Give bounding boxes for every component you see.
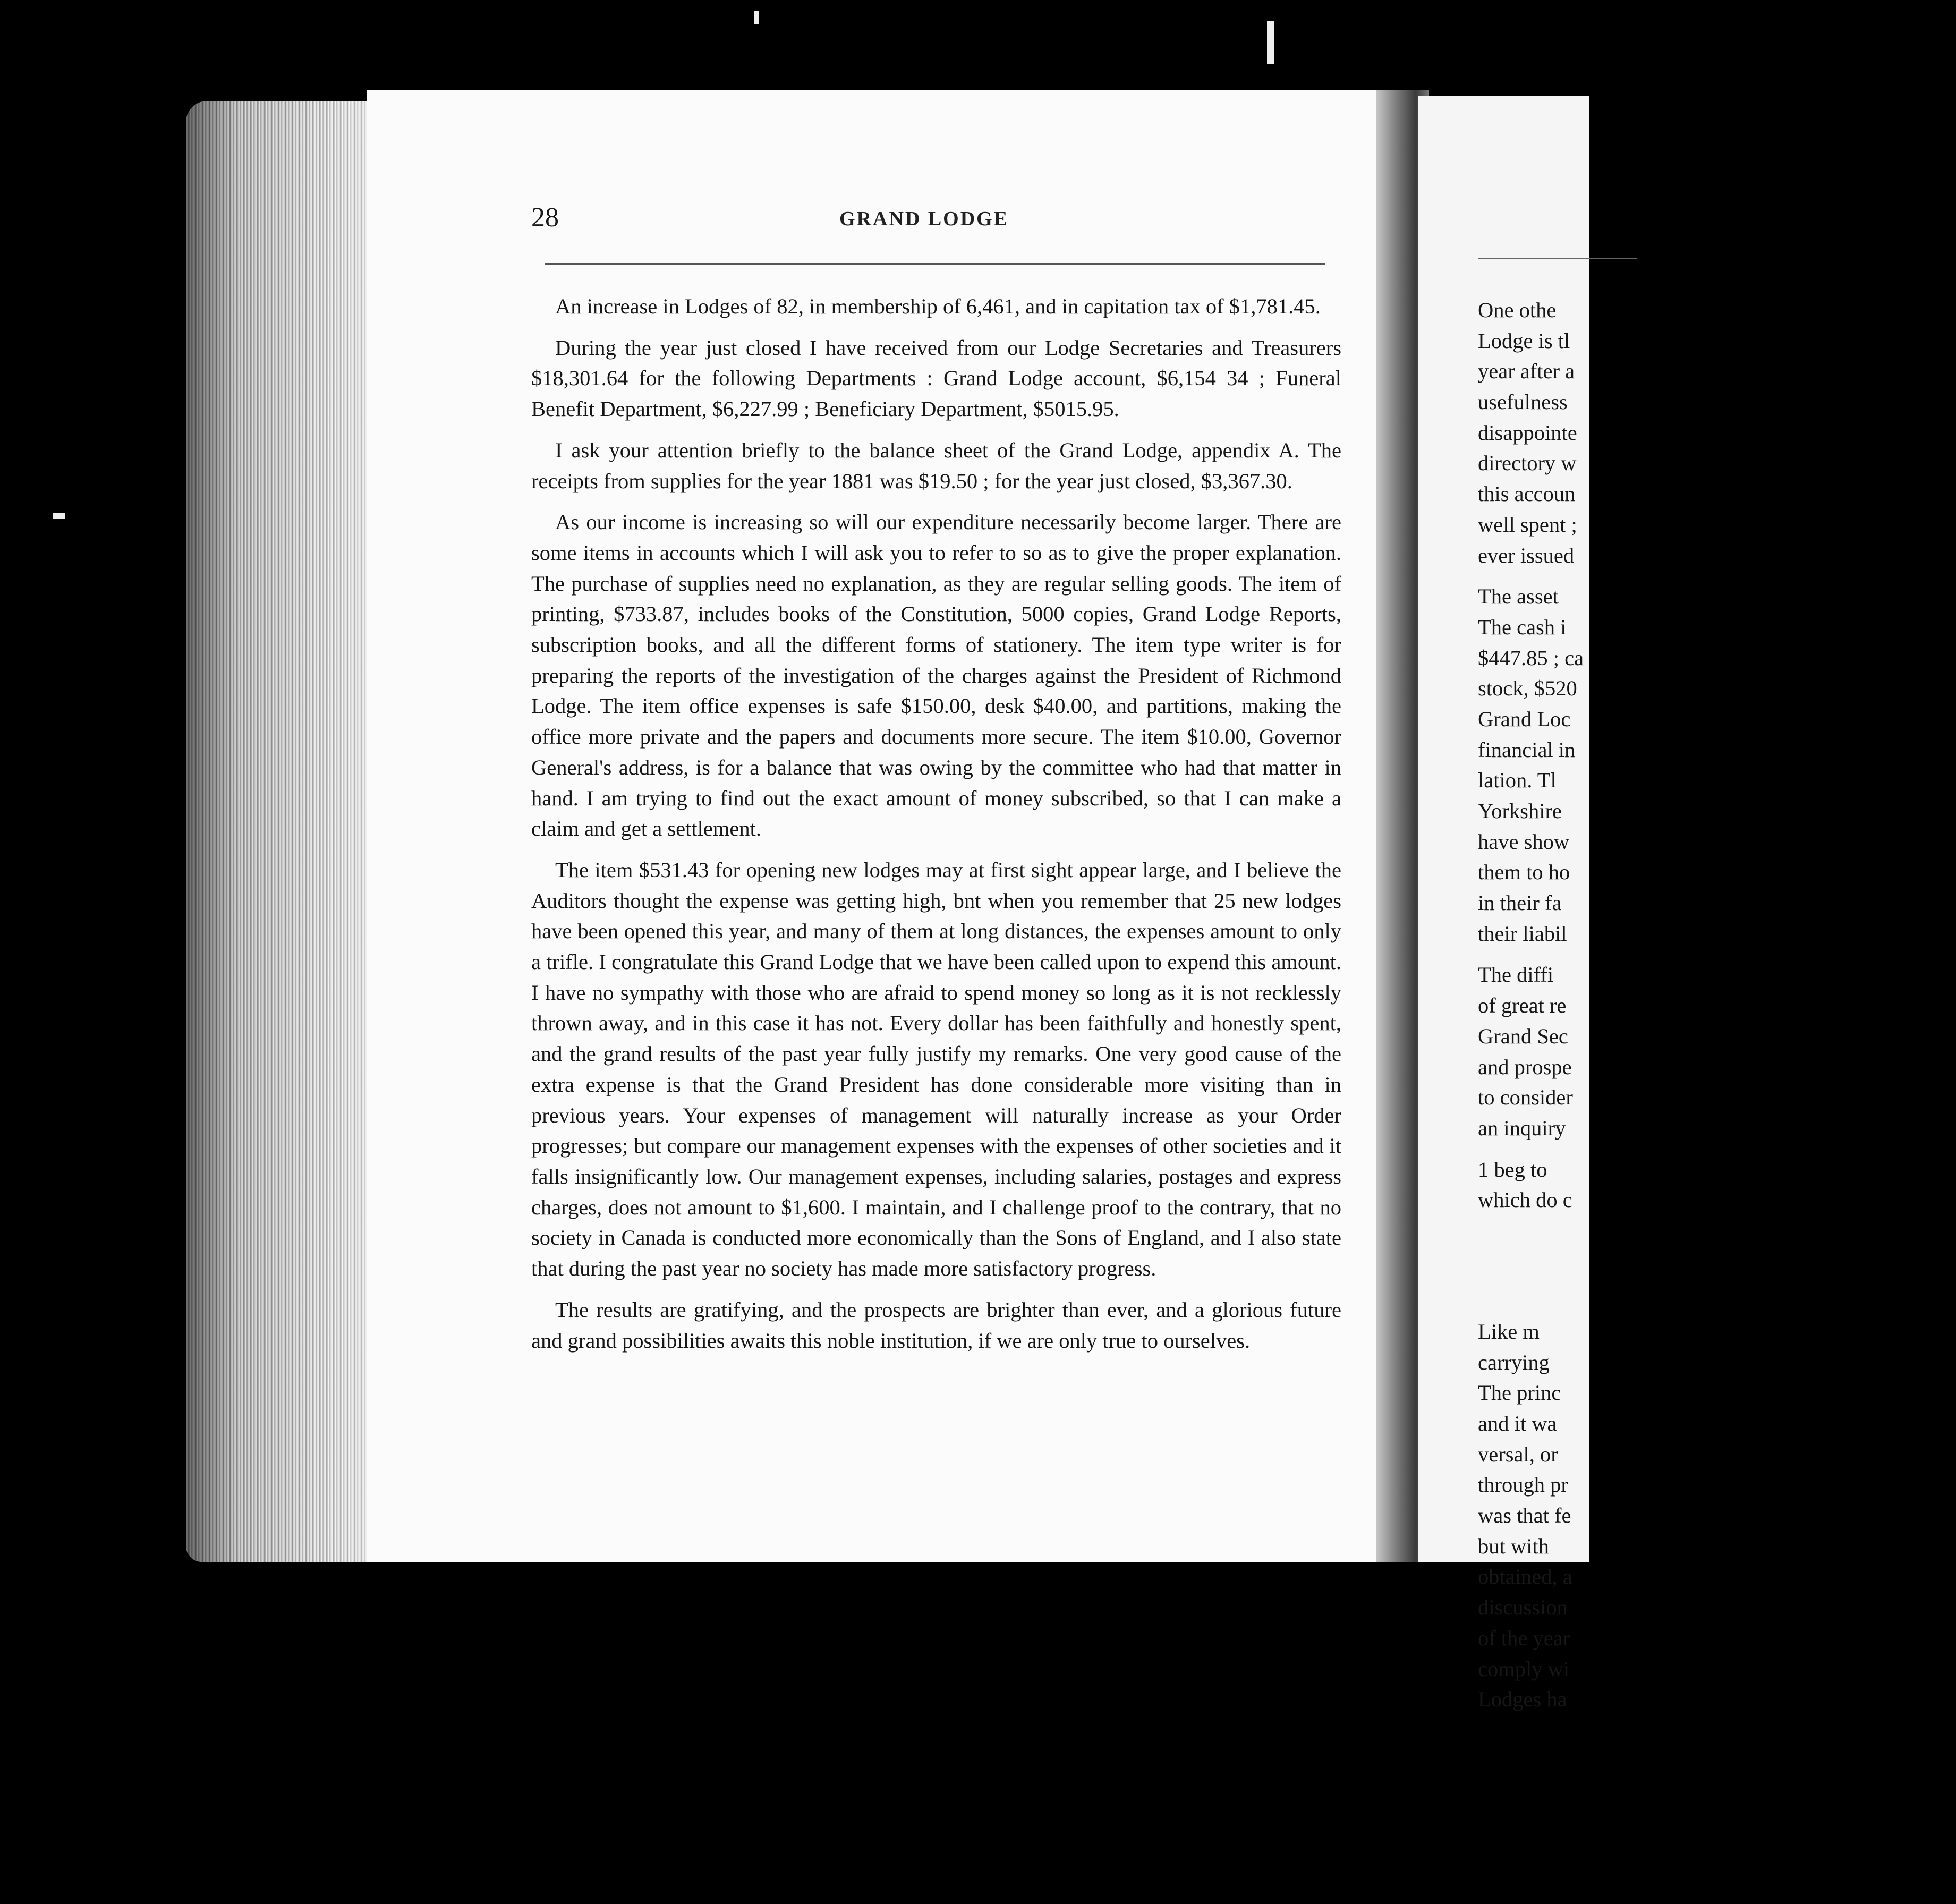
- right-page-line: The diffi: [1478, 963, 1554, 987]
- paragraph: The results are gratifying, and the prospects are brighter than ever, and a glorious future and grand possibilities awaits this noble institution, if we are only true to ourselves.: [531, 1297, 1341, 1353]
- right-page-line: ever issued: [1478, 543, 1575, 567]
- right-page-line: The cash i: [1478, 615, 1567, 639]
- right-page-line: to consider: [1478, 1085, 1573, 1110]
- right-page-line: Grand Sec: [1478, 1024, 1568, 1048]
- right-page-text: [1478, 295, 1956, 1715]
- right-page-line: of great re: [1478, 993, 1567, 1018]
- page-number: 28: [531, 202, 559, 233]
- right-page-line: financial in: [1478, 737, 1576, 762]
- right-page-line: well spent ;: [1478, 512, 1577, 537]
- right-page-line: disappointe: [1478, 420, 1577, 445]
- right-page-line: through pr: [1478, 1473, 1568, 1497]
- paragraph: The item $531.43 for opening new lodges may at first sight appear large, and I believe the Auditors thought the expense was getting high, bnt when you remember that 25 new lodges have been opened this year, and many of them at long distances, the expenses amount to only a trifle. I congratulate this Grand Lodge that we have been called upon to expend this amount. I have no sympathy with those who are afraid to spend money so long as it is not recklessly thrown away, and in this case it has not. Every dollar has been faithfully and honestly spent, and the grand results of the past year fully justify my remarks. One very good cause of the extra expense is that the Grand President has done considerable more visiting than in previous years. Your expenses of management will naturally increase as your Order progresses; but compare our management expenses with the expenses of other societies and it falls insignificantly low. Our management expenses, including salaries, postages and express charges, does not amount to $1,600. I maintain, and I challenge proof to the contrary, that no society in Canada is conducted more economically than the Sons of England, and I also state that during the past year no society has made more satisfactory progress.: [531, 857, 1341, 1281]
- right-page-rule: [1478, 258, 1637, 259]
- paragraph: During the year just closed I have received from our Lodge Secretaries and Treasurers $18,301.64 for the following Departments : Grand Lodge account, $6,154 34 ; Funeral Benefit Department, $6,227.99 ; Beneficiary Department, $5015.95.: [531, 335, 1341, 421]
- scan-speck: [1267, 21, 1274, 64]
- book-page-edges: [186, 101, 393, 1562]
- right-page-line: an inquiry: [1478, 1116, 1566, 1140]
- page-header: [531, 202, 1328, 239]
- right-page-line: discussion: [1478, 1595, 1568, 1620]
- right-page-line: but with: [1478, 1534, 1549, 1558]
- body-text: [531, 291, 1341, 1366]
- right-page-line: The asset: [1478, 584, 1559, 609]
- right-page-line: usefulness: [1478, 390, 1568, 414]
- paragraph: I ask your attention briefly to the balance sheet of the Grand Lodge, appendix A. The receipts from supplies for the year 1881 was $19.50 ; for the year just closed, $3,367.30.: [531, 438, 1341, 493]
- right-page-line: versal, or: [1478, 1442, 1558, 1466]
- right-page-line: lation. Tl: [1478, 768, 1557, 793]
- right-page-line: Yorkshire: [1478, 799, 1562, 823]
- right-page-line: Like m: [1478, 1319, 1540, 1344]
- paragraph: An increase in Lodges of 82, in membership of 6,461, and in capitation tax of $1,781.45.: [555, 294, 1321, 318]
- header-rule: [545, 263, 1325, 265]
- scan-speck: [754, 11, 759, 24]
- right-page-line: which do c: [1478, 1188, 1572, 1212]
- right-page-line: directory w: [1478, 451, 1577, 475]
- right-page-line: Lodges ha: [1478, 1687, 1567, 1712]
- right-page-line: One othe: [1478, 298, 1557, 322]
- right-page-line: was that fe: [1478, 1503, 1571, 1528]
- right-page-line: The princ: [1478, 1381, 1561, 1405]
- scan-speck: [53, 513, 65, 519]
- right-page-line: them to ho: [1478, 860, 1570, 885]
- right-page-line: comply wi: [1478, 1656, 1570, 1681]
- right-page-line: and it wa: [1478, 1412, 1557, 1435]
- right-page-line: $447.85 ; ca: [1478, 645, 1584, 670]
- right-page: [1418, 96, 1589, 1712]
- right-page-line: their liabil: [1478, 921, 1567, 946]
- right-page-line: stock, $520: [1478, 676, 1577, 701]
- paragraph: As our income is increasing so will our expenditure necessarily become larger. There are some items in accounts which I will ask you to refer to so as to give the proper explanation. The purchase of supplies need no explanation, as they are regular selling goods. The item of printing, $733.87, includes books of the Constitution, 5000 copies, Grand Lodge Reports, subscription books, and all the different forms of stationery. The item type writer is for preparing the reports of the investigation of the charges against the President of Richmond Lodge. The item office expenses is safe $150.00, desk $40.00, and partitions, making the office more private and the papers and documents more secure. The item $10.00, Governor General's address, is for a balance that was owing by the committee who had that matter in hand. I am trying to find out the exact amount of money subscribed, so that I can make a claim and get a settlement.: [531, 510, 1341, 841]
- right-page-line: obtained, a: [1478, 1565, 1572, 1589]
- right-page-line: this accoun: [1478, 482, 1576, 506]
- right-page-line: in their fa: [1478, 891, 1562, 915]
- right-page-line: Lodge is tl: [1478, 328, 1570, 353]
- right-page-line: have show: [1478, 829, 1570, 854]
- right-page-line: and prospe: [1478, 1055, 1572, 1079]
- right-page-line: 1 beg to: [1478, 1157, 1547, 1182]
- right-page-line: Grand Loc: [1478, 707, 1571, 731]
- right-page-line: carrying: [1478, 1350, 1550, 1374]
- right-page-line: of the year: [1478, 1626, 1570, 1650]
- right-page-line: year after a: [1478, 359, 1575, 384]
- running-head: GRAND LODGE: [839, 208, 1009, 230]
